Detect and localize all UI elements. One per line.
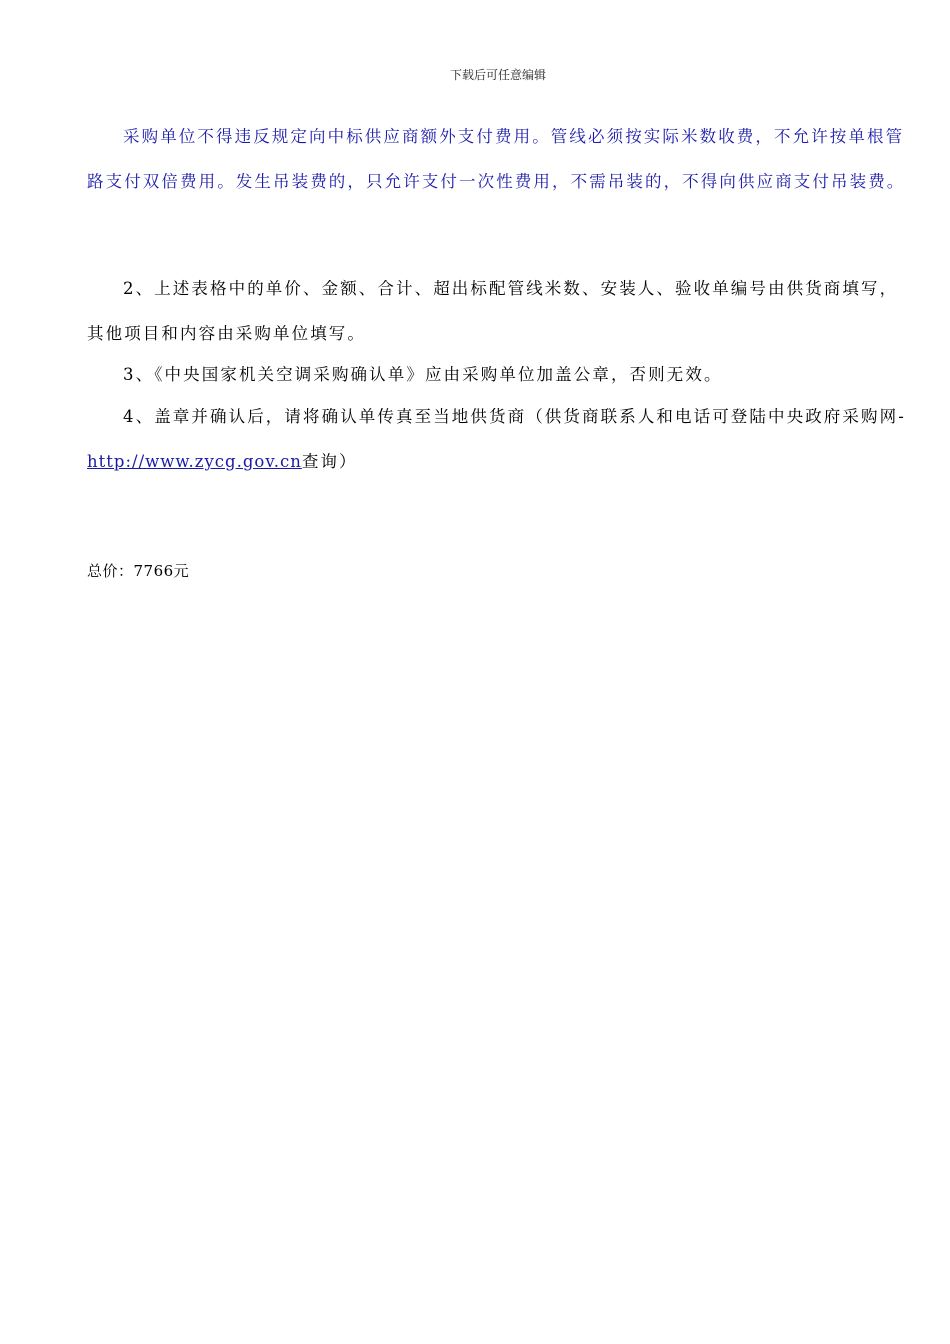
notice-paragraph: 采购单位不得违反规定向中标供应商额外支付费用。管线必须按实际米数收费，不允许按单根管路支付双倍费用。发生吊装费的，只允许支付一次性费用，不需吊装的，不得向供应商支付吊装费。 <box>87 127 906 191</box>
note-item-4-text: 4、盖章并确认后，请将确认单传真至当地供货商（供货商联系人和电话可登陆中央政府采购网- <box>123 407 906 426</box>
note-item-4-suffix: 查询） <box>301 452 358 471</box>
procurement-website-link[interactable]: http://www.zycg.gov.cn <box>87 452 302 471</box>
page-header: 下载后可任意编辑 <box>449 68 546 82</box>
note-item-2: 2、上述表格中的单价、金额、合计、超出标配管线米数、安装人、验收单编号由供货商填写，其他项目和内容由采购单位填写。 <box>87 279 899 343</box>
note-item-3: 3、《中央国家机关空调采购确认单》应由采购单位加盖公章，否则无效。 <box>123 365 723 384</box>
note-item-4 <box>87 394 907 484</box>
total-price: 总价：7766元 <box>87 562 190 580</box>
